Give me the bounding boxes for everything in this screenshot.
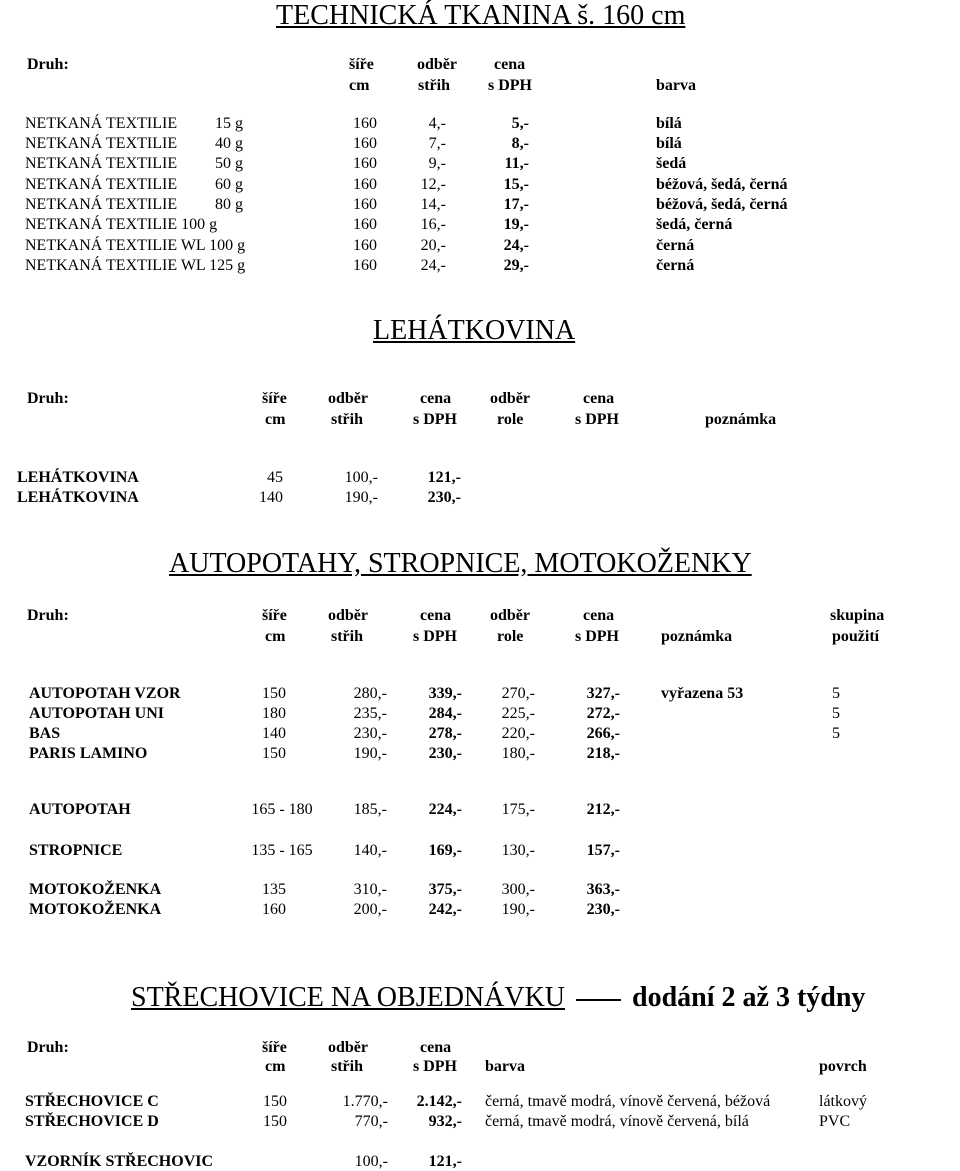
row-cena: 230,- <box>428 745 462 762</box>
header-odber: odběr <box>328 607 368 624</box>
row-name: NETKANÁ TEXTILIE <box>25 135 178 152</box>
row-odber: 140,- <box>353 842 387 859</box>
sample-name: VZORNÍK STŘECHOVIC <box>25 1153 214 1170</box>
row-barva: černá, tmavě modrá, vínově červená, béžová <box>485 1093 771 1110</box>
row-cena2: 212,- <box>586 801 620 818</box>
row-poznamka: vyřazena 53 <box>661 685 744 702</box>
row-odber: 190,- <box>344 489 378 506</box>
row-cena2: 157,- <box>586 842 620 859</box>
row-sire: 150 <box>262 745 286 762</box>
row-weight: 50 g <box>215 155 243 172</box>
header-sire: šíře <box>262 1039 287 1056</box>
row-cena2: 272,- <box>586 705 620 722</box>
row-odber: 16,- <box>420 216 446 233</box>
row-sire: 160 <box>353 176 377 193</box>
section-title-strechovice <box>131 982 865 1014</box>
header-cena2-unit: s DPH <box>575 628 619 645</box>
row-cena: 11,- <box>504 155 529 172</box>
row-name: LEHÁTKOVINA <box>17 489 139 506</box>
row-name: NETKANÁ TEXTILIE <box>25 155 178 172</box>
header-cena-unit: s DPH <box>488 77 532 94</box>
row-cena: 2.142,- <box>416 1093 462 1110</box>
row-name: AUTOPOTAH UNI <box>29 705 164 722</box>
header-cena2-unit: s DPH <box>575 411 619 428</box>
row-sire: 45 <box>267 469 283 486</box>
row-cena: 375,- <box>428 881 462 898</box>
row-barva: černá <box>656 257 695 274</box>
row-odber: 280,- <box>353 685 387 702</box>
row-barva: béžová, šedá, černá <box>656 176 788 193</box>
header-poznamka: poznámka <box>661 628 733 645</box>
header-odber2: odběr <box>490 607 530 624</box>
header-sire-unit: cm <box>265 411 286 428</box>
header-sire-unit: cm <box>265 628 286 645</box>
row-name: STROPNICE <box>29 842 123 859</box>
row-name: NETKANÁ TEXTILIE <box>25 176 178 193</box>
row-cena: 242,- <box>428 901 462 918</box>
row-sire: 180 <box>262 705 286 722</box>
row-name: MOTOKOŽENKA <box>29 881 162 898</box>
row-odber: 14,- <box>420 196 446 213</box>
row-sire: 160 <box>353 257 377 274</box>
row-sire: 135 <box>262 881 286 898</box>
header-barva: barva <box>485 1058 525 1075</box>
row-cena: 224,- <box>428 801 462 818</box>
header-odber-unit: střih <box>331 411 363 428</box>
row-sire: 150 <box>262 685 286 702</box>
header-cena: cena <box>420 607 452 624</box>
row-barva: bílá <box>656 135 682 152</box>
header-druh: Druh: <box>27 56 69 73</box>
row-weight: 60 g <box>215 176 243 193</box>
header-cena2: cena <box>583 390 615 407</box>
section-title-technicka-tkanina: TECHNICKÁ TKANINA š. 160 cm <box>276 0 686 31</box>
header-odber2: odběr <box>490 390 530 407</box>
row-sire: 150 <box>263 1093 287 1110</box>
row-odber: 24,- <box>420 257 446 274</box>
header-barva: barva <box>656 77 696 94</box>
row-weight: 15 g <box>215 115 243 132</box>
row-povrch: látkový <box>819 1093 867 1110</box>
row-sire: 160 <box>353 155 377 172</box>
sample-odber: 100,- <box>354 1153 388 1170</box>
header-odber2-unit: role <box>497 411 524 428</box>
row-cena: 17,- <box>503 196 529 213</box>
row-odber: 200,- <box>353 901 387 918</box>
row-sire: 160 <box>353 237 377 254</box>
row-cena: 121,- <box>427 469 461 486</box>
row-sire: 160 <box>353 196 377 213</box>
row-sire: 160 <box>353 216 377 233</box>
row-barva: béžová, šedá, černá <box>656 196 788 213</box>
header-cena: cena <box>420 1039 452 1056</box>
row-odber: 770,- <box>354 1113 388 1130</box>
row-odber: 7,- <box>428 135 446 152</box>
row-odber2: 190,- <box>501 901 535 918</box>
row-name: LEHÁTKOVINA <box>17 469 139 486</box>
row-odber: 12,- <box>420 176 446 193</box>
header-sire: šíře <box>262 390 287 407</box>
header-cena-unit: s DPH <box>413 1058 457 1075</box>
row-odber2: 130,- <box>501 842 535 859</box>
row-cena2: 230,- <box>586 901 620 918</box>
row-cena: 278,- <box>428 725 462 742</box>
header-cena2: cena <box>583 607 615 624</box>
row-odber: 20,- <box>420 237 446 254</box>
row-sire: 135 - 165 <box>251 842 313 859</box>
header-cena: cena <box>420 390 452 407</box>
row-odber2: 175,- <box>501 801 535 818</box>
row-cena: 339,- <box>428 685 462 702</box>
row-sire: 140 <box>259 489 283 506</box>
row-name: PARIS LAMINO <box>29 745 148 762</box>
header-cena: cena <box>494 56 526 73</box>
header-sire: šíře <box>262 607 287 624</box>
row-sire: 140 <box>262 725 286 742</box>
header-druh: Druh: <box>27 390 69 407</box>
row-name: STŘECHOVICE C <box>25 1093 159 1110</box>
header-odber-unit: střih <box>331 628 363 645</box>
row-odber: 9,- <box>428 155 446 172</box>
row-skupina: 5 <box>832 725 840 742</box>
row-cena: 8,- <box>511 135 529 152</box>
row-odber: 185,- <box>353 801 387 818</box>
header-odber: odběr <box>328 1039 368 1056</box>
row-odber: 190,- <box>353 745 387 762</box>
row-name: STŘECHOVICE D <box>25 1113 159 1130</box>
sample-cena: 121,- <box>428 1153 462 1170</box>
row-odber2: 300,- <box>501 881 535 898</box>
title-dash <box>576 999 621 1001</box>
row-odber: 1.770,- <box>342 1093 388 1110</box>
header-cena-unit: s DPH <box>413 411 457 428</box>
row-barva: šedá, černá <box>656 216 733 233</box>
row-sire: 160 <box>353 115 377 132</box>
row-cena: 230,- <box>427 489 461 506</box>
header-odber: odběr <box>328 390 368 407</box>
row-cena: 19,- <box>503 216 529 233</box>
header-odber-unit: střih <box>331 1058 363 1075</box>
row-odber2: 225,- <box>501 705 535 722</box>
section-title-autopotahy: AUTOPOTAHY, STROPNICE, MOTOKOŽENKY <box>169 548 752 579</box>
row-odber: 4,- <box>428 115 446 132</box>
row-skupina: 5 <box>832 705 840 722</box>
header-odber-unit: střih <box>418 77 450 94</box>
row-cena2: 266,- <box>586 725 620 742</box>
row-odber2: 270,- <box>501 685 535 702</box>
strechovice-title-suffix: dodání 2 až 3 týdny <box>632 982 866 1013</box>
row-odber2: 220,- <box>501 725 535 742</box>
row-name: NETKANÁ TEXTILIE <box>25 196 178 213</box>
row-sire: 160 <box>262 901 286 918</box>
header-druh: Druh: <box>27 1039 69 1056</box>
header-skupina-unit: použití <box>832 628 880 645</box>
row-name: NETKANÁ TEXTILIE WL 100 g <box>25 237 246 254</box>
row-name: NETKANÁ TEXTILIE <box>25 115 178 132</box>
row-cena2: 218,- <box>586 745 620 762</box>
row-cena2: 327,- <box>586 685 620 702</box>
row-cena: 5,- <box>511 115 529 132</box>
row-name: AUTOPOTAH VZOR <box>29 685 181 702</box>
row-barva: černá <box>656 237 695 254</box>
row-cena: 284,- <box>428 705 462 722</box>
row-povrch: PVC <box>819 1113 851 1130</box>
row-cena: 169,- <box>428 842 462 859</box>
row-barva: šedá <box>656 155 687 172</box>
row-skupina: 5 <box>832 685 840 702</box>
row-sire: 165 - 180 <box>251 801 313 818</box>
header-sire: šíře <box>349 56 374 73</box>
header-skupina: skupina <box>830 607 885 624</box>
header-sire-unit: cm <box>349 77 370 94</box>
row-name: BAS <box>29 725 61 742</box>
row-cena: 932,- <box>428 1113 462 1130</box>
row-cena2: 363,- <box>586 881 620 898</box>
strechovice-title-text: STŘECHOVICE NA OBJEDNÁVKU <box>131 982 566 1013</box>
header-poznamka: poznámka <box>705 411 777 428</box>
header-odber: odběr <box>417 56 457 73</box>
row-sire: 150 <box>263 1113 287 1130</box>
row-name: NETKANÁ TEXTILIE WL 125 g <box>25 257 246 274</box>
row-cena: 29,- <box>503 257 529 274</box>
row-sire: 160 <box>353 135 377 152</box>
row-name: NETKANÁ TEXTILIE 100 g <box>25 216 218 233</box>
header-odber2-unit: role <box>497 628 524 645</box>
row-weight: 80 g <box>215 196 243 213</box>
row-weight: 40 g <box>215 135 243 152</box>
row-odber: 230,- <box>353 725 387 742</box>
row-cena: 15,- <box>503 176 529 193</box>
row-odber: 235,- <box>353 705 387 722</box>
header-druh: Druh: <box>27 607 69 624</box>
row-name: AUTOPOTAH <box>29 801 131 818</box>
header-cena-unit: s DPH <box>413 628 457 645</box>
row-odber2: 180,- <box>501 745 535 762</box>
section-title-lehatkovina: LEHÁTKOVINA <box>373 315 576 346</box>
header-sire-unit: cm <box>265 1058 286 1075</box>
header-povrch: povrch <box>819 1058 867 1075</box>
row-barva: bílá <box>656 115 682 132</box>
row-barva: černá, tmavě modrá, vínově červená, bílá <box>485 1113 749 1130</box>
row-name: MOTOKOŽENKA <box>29 901 162 918</box>
row-odber: 100,- <box>344 469 378 486</box>
row-cena: 24,- <box>503 237 529 254</box>
row-odber: 310,- <box>353 881 387 898</box>
